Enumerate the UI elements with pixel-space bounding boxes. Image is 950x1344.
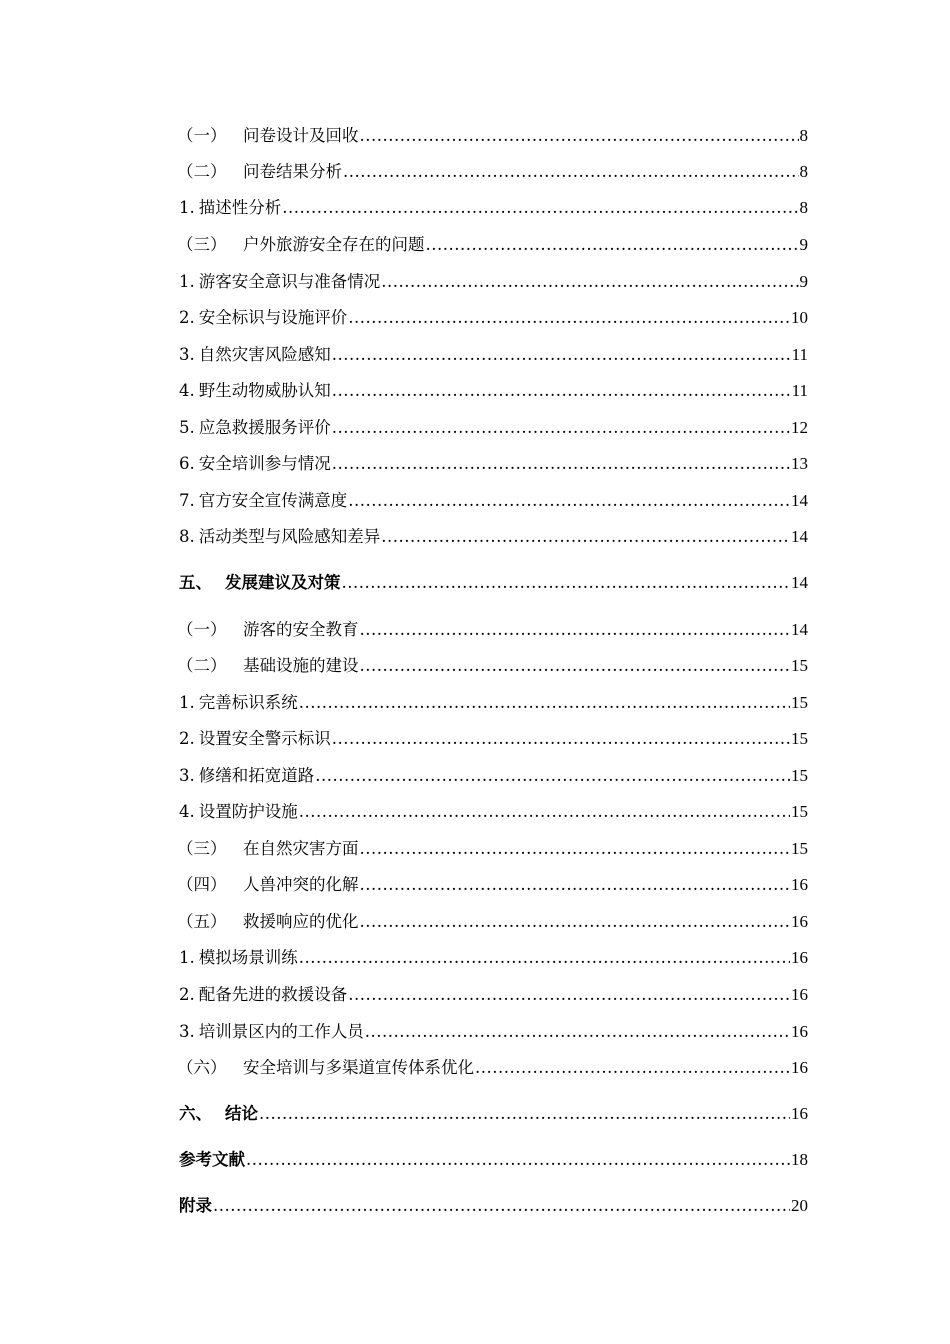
toc-entry-number: （六） xyxy=(177,1058,227,1077)
toc-entry-title: 官方安全宣传满意度 xyxy=(198,491,348,510)
toc-entry[interactable] xyxy=(179,800,808,824)
toc-entry-label xyxy=(179,983,347,1007)
toc-entry-label xyxy=(179,764,314,788)
toc-entry[interactable] xyxy=(179,983,808,1007)
toc-entry-title: 人兽冲突的化解 xyxy=(243,875,359,894)
toc-entry-label xyxy=(179,618,359,642)
toc-page-number: 11 xyxy=(791,345,808,364)
toc-entry-label xyxy=(179,379,331,403)
toc-entry-title: 在自然灾害方面 xyxy=(243,839,359,858)
toc-dot-leader xyxy=(475,1056,790,1080)
toc-page-number: 15 xyxy=(791,656,808,675)
toc-dot-leader xyxy=(332,416,790,440)
toc-entry-label xyxy=(179,1102,258,1126)
toc-entry-label xyxy=(179,525,380,549)
toc-entry-number: 1. xyxy=(179,198,195,217)
toc-entry[interactable] xyxy=(179,764,808,788)
toc-dot-leader xyxy=(360,873,791,897)
toc-entry[interactable] xyxy=(179,691,808,715)
toc-entry-title: 结论 xyxy=(225,1104,258,1123)
toc-entry[interactable] xyxy=(179,416,808,440)
toc-entry-number: 1. xyxy=(179,948,195,967)
toc-page-number: 12 xyxy=(791,418,808,437)
toc-page-number: 10 xyxy=(791,308,808,327)
toc-page-number: 16 xyxy=(791,912,808,931)
toc-page-number: 14 xyxy=(791,620,808,639)
toc-page-number: 14 xyxy=(791,527,808,546)
toc-entry-number: 4. xyxy=(179,802,195,821)
toc-entry-label xyxy=(179,233,425,257)
toc-page-number: 15 xyxy=(791,766,808,785)
toc-entry-title: 自然灾害风险感知 xyxy=(198,345,331,364)
toc-page-number: 14 xyxy=(791,573,808,592)
toc-page-number: 9 xyxy=(799,272,808,291)
toc-entry-label xyxy=(179,343,331,367)
toc-entry[interactable] xyxy=(179,837,808,861)
toc-entry-label xyxy=(179,124,359,148)
toc-dot-leader xyxy=(360,910,791,934)
toc-page-number: 15 xyxy=(791,693,808,712)
toc-entry-title: 发展建议及对策 xyxy=(225,573,341,592)
toc-entry-title: 游客安全意识与准备情况 xyxy=(198,272,381,291)
toc-entry-number: 5. xyxy=(179,418,195,437)
toc-dot-leader xyxy=(426,233,799,257)
toc-entry-title: 设置防护设施 xyxy=(198,802,298,821)
toc-entry[interactable] xyxy=(179,124,808,148)
toc-entry-number: 3. xyxy=(179,1022,195,1041)
toc-entry[interactable] xyxy=(179,1148,808,1172)
toc-entry-title: 配备先进的救援设备 xyxy=(198,985,348,1004)
toc-entry[interactable] xyxy=(179,1020,808,1044)
toc-entry-number: 6. xyxy=(179,454,195,473)
toc-entry[interactable] xyxy=(179,379,808,403)
toc-entry-title: 救援响应的优化 xyxy=(243,912,359,931)
toc-entry[interactable] xyxy=(179,654,808,678)
toc-dot-leader xyxy=(360,618,791,642)
toc-entry-number: 五、 xyxy=(179,573,212,592)
toc-entry[interactable] xyxy=(179,306,808,330)
toc-entry-label xyxy=(179,1056,474,1080)
toc-entry[interactable] xyxy=(179,910,808,934)
toc-entry[interactable] xyxy=(179,946,808,970)
toc-entry-title: 安全培训参与情况 xyxy=(198,454,331,473)
toc-entry[interactable] xyxy=(179,233,808,257)
toc-entry-title: 附录 xyxy=(179,1196,212,1215)
toc-entry-label xyxy=(179,160,342,184)
toc-entry-label xyxy=(179,910,359,934)
toc-page-number: 16 xyxy=(791,875,808,894)
toc-dot-leader xyxy=(213,1194,790,1218)
toc-dot-leader xyxy=(282,196,798,220)
toc-entry-number: 1. xyxy=(179,693,195,712)
toc-page-number: 15 xyxy=(791,802,808,821)
toc-entry-label xyxy=(179,489,347,513)
toc-dot-leader xyxy=(342,571,791,595)
toc-entry-number: （三） xyxy=(177,235,227,254)
toc-dot-leader xyxy=(299,800,790,824)
toc-page-number: 15 xyxy=(791,839,808,858)
toc-entry-label xyxy=(179,196,281,220)
toc-entry[interactable] xyxy=(179,873,808,897)
toc-entry-number: （二） xyxy=(177,162,227,181)
toc-entry-label xyxy=(179,654,359,678)
toc-entry-number: （一） xyxy=(177,126,227,145)
toc-entry[interactable] xyxy=(179,1194,808,1218)
toc-page-number: 16 xyxy=(791,948,808,967)
toc-page-number: 18 xyxy=(791,1150,808,1169)
toc-entry-title: 安全标识与设施评价 xyxy=(198,308,348,327)
toc-dot-leader xyxy=(332,727,790,751)
toc-entry-label xyxy=(179,452,331,476)
toc-dot-leader xyxy=(348,489,790,513)
toc-entry[interactable] xyxy=(179,270,808,294)
toc-page-number: 20 xyxy=(791,1196,808,1215)
toc-entry[interactable] xyxy=(179,452,808,476)
toc-entry[interactable] xyxy=(179,1056,808,1080)
toc-dot-leader xyxy=(259,1102,790,1126)
toc-entry-number: （四） xyxy=(177,875,227,894)
toc-dot-leader xyxy=(315,764,790,788)
toc-dot-leader xyxy=(299,691,790,715)
toc-page-number: 14 xyxy=(791,491,808,510)
toc-page-number: 16 xyxy=(791,1104,808,1123)
toc-entry[interactable] xyxy=(179,343,808,367)
toc-dot-leader xyxy=(246,1148,790,1172)
toc-page-number: 13 xyxy=(791,454,808,473)
toc-entry-title: 修缮和拓宽道路 xyxy=(198,766,315,785)
toc-dot-leader xyxy=(381,525,790,549)
toc-entry-title: 问卷设计及回收 xyxy=(243,126,359,145)
toc-entry-title: 模拟场景训练 xyxy=(198,948,298,967)
toc-entry-title: 应急救援服务评价 xyxy=(198,418,331,437)
toc-entry[interactable] xyxy=(179,160,808,184)
toc-entry[interactable] xyxy=(179,618,808,642)
toc-entry-label xyxy=(179,727,331,751)
toc-entry[interactable] xyxy=(179,489,808,513)
toc-entry-title: 参考文献 xyxy=(179,1150,245,1169)
toc-page-number: 15 xyxy=(791,729,808,748)
toc-entry[interactable] xyxy=(179,727,808,751)
toc-entry-label xyxy=(179,691,298,715)
toc-entry-label xyxy=(179,873,359,897)
toc-entry-title: 基础设施的建设 xyxy=(243,656,359,675)
toc-dot-leader xyxy=(332,452,790,476)
toc-dot-leader xyxy=(348,306,790,330)
toc-page-number: 16 xyxy=(791,985,808,1004)
toc-entry-label xyxy=(179,800,298,824)
toc-entry-number: 1. xyxy=(179,272,195,291)
toc-dot-leader xyxy=(365,1020,790,1044)
toc-entry-label xyxy=(179,946,298,970)
toc-entry-label xyxy=(179,306,347,330)
toc-entry-label xyxy=(179,270,380,294)
toc-entry-label xyxy=(179,837,359,861)
toc-entry[interactable] xyxy=(179,1102,808,1126)
toc-entry-title: 游客的安全教育 xyxy=(243,620,359,639)
toc-page-number: 16 xyxy=(791,1022,808,1041)
toc-entry[interactable] xyxy=(179,196,808,220)
toc-page-number: 8 xyxy=(799,198,808,217)
toc-entry-label xyxy=(179,1194,212,1218)
toc-entry-title: 活动类型与风险感知差异 xyxy=(198,527,381,546)
toc-entry-number: （三） xyxy=(177,839,227,858)
toc-entry[interactable] xyxy=(179,571,808,595)
toc-dot-leader xyxy=(360,837,791,861)
toc-page-number: 9 xyxy=(799,235,808,254)
toc-entry-number: 2. xyxy=(179,729,195,748)
toc-dot-leader xyxy=(332,343,791,367)
toc-entry-number: （五） xyxy=(177,912,227,931)
toc-entry-number: （二） xyxy=(177,656,227,675)
toc-entry-title: 完善标识系统 xyxy=(198,693,298,712)
toc-page-number: 16 xyxy=(791,1058,808,1077)
toc-entry-label xyxy=(179,1020,364,1044)
toc-entry-label xyxy=(179,1148,245,1172)
toc-entry-number: 4. xyxy=(179,381,195,400)
toc-entry-number: 8. xyxy=(179,527,195,546)
toc-entry-number: 2. xyxy=(179,985,195,1004)
toc-page-number: 8 xyxy=(799,126,808,145)
toc-entry-number: （一） xyxy=(177,620,227,639)
toc-dot-leader xyxy=(348,983,790,1007)
toc-entry-title: 野生动物威胁认知 xyxy=(198,381,331,400)
toc-entry-title: 设置安全警示标识 xyxy=(198,729,331,748)
toc-page-number: 8 xyxy=(799,162,808,181)
toc-entry-label xyxy=(179,416,331,440)
toc-entry[interactable] xyxy=(179,525,808,549)
toc-entry-number: 六、 xyxy=(179,1104,212,1123)
toc-entry-number: 2. xyxy=(179,308,195,327)
toc-entry-label xyxy=(179,571,341,595)
toc-dot-leader xyxy=(381,270,798,294)
toc-dot-leader xyxy=(360,124,799,148)
toc-entry-title: 户外旅游安全存在的问题 xyxy=(243,235,425,254)
toc-entry-number: 7. xyxy=(179,491,195,510)
toc-dot-leader xyxy=(343,160,799,184)
toc-entry-number: 3. xyxy=(179,766,195,785)
toc-dot-leader xyxy=(332,379,791,403)
toc-entry-title: 问卷结果分析 xyxy=(243,162,342,181)
toc-dot-leader xyxy=(299,946,790,970)
toc-page-number: 11 xyxy=(791,381,808,400)
toc-entry-title: 描述性分析 xyxy=(198,198,282,217)
toc-dot-leader xyxy=(360,654,791,678)
toc-entry-title: 培训景区内的工作人员 xyxy=(198,1022,364,1041)
toc-entry-title: 安全培训与多渠道宣传体系优化 xyxy=(243,1058,474,1077)
toc-entry-number: 3. xyxy=(179,345,195,364)
